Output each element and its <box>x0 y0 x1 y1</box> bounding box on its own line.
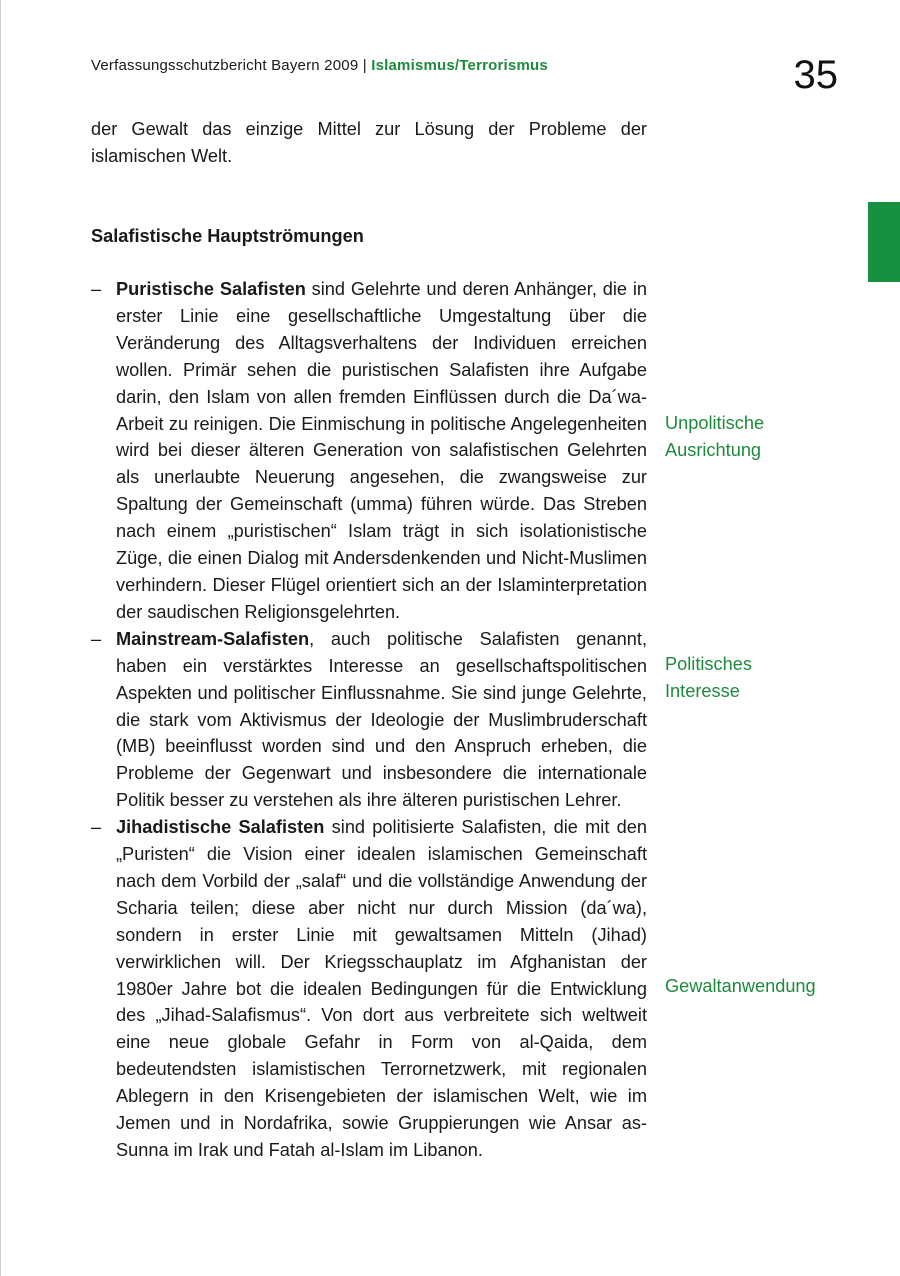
margin-note-line: Interesse <box>665 680 740 701</box>
margin-note-violence <box>665 973 865 1000</box>
page-edge-rule <box>0 0 1 1276</box>
margin-note-unpolitical <box>665 410 865 464</box>
list-item-term: Jihadistische Salafisten <box>116 817 325 838</box>
margin-note-line: Unpolitische <box>665 413 765 433</box>
list-item-term: Mainstream <box>116 628 218 649</box>
margin-note-line: Ausrichtung <box>665 439 762 460</box>
list-item-term-suffix: -Salafisten <box>217 628 310 649</box>
list-item-text: , auch politische Salafisten genannt, haben ein verstärktes Interesse an gesellschaftspolitischen Aspekten und politischer Einflussnahme. Sie sind junge Gelehrte, die stark vom Aktivismus der Ideologie der Muslimbruderschaft (MB) beeinflusst worden sind und den Anspruch erheben, die Probleme der Gegenwart und insbesondere die internationale Politik besser zu verstehen als ihre älteren puristischen Lehrer. <box>116 628 647 811</box>
list-dash: – <box>91 817 102 838</box>
header-separator: | <box>362 57 367 74</box>
running-header <box>91 57 548 74</box>
margin-note-political <box>665 651 865 705</box>
section-title: Islamismus/Terrorismus <box>371 57 548 74</box>
list-item <box>91 814 647 1164</box>
intro-text: der Gewalt das einzige Mittel zur Lösung der Probleme der islamischen Welt. <box>91 119 647 166</box>
salafist-currents-list <box>91 276 647 1164</box>
list-dash: – <box>91 279 102 299</box>
section-thumb-tab <box>868 202 900 282</box>
list-dash: – <box>91 628 102 649</box>
subheading: Salafistische Hauptströmungen <box>91 226 364 246</box>
list-item-text: sind Gelehrte und deren Anhänger, die in erster Linie eine gesellschaftliche Umgestaltung über die Veränderung des Alltagsverhaltens der Individuen erreichen wollen. Primär sehen die puristischen Salafisten ihre Aufgabe darin, den Islam von allen fremden Einflüssen durch die Da´wa-Arbeit zu reinigen. Die Einmischung in politische Angelegenheiten wird bei dieser älteren Generation von salafistischen Gelehrten als unerlaubte Neuerung angesehen, die zwangsweise zur Spaltung der Gemeinschaft (umma) führen würde. Das Streben nach einem „puristischen“ Islam trägt in sich isolationistische Züge, die einen Dialog mit Andersdenkenden und Nicht-Muslimen verhindern. Dieser Flügel orientiert sich an der Islaminterpretation der saudischen Religionsgelehrten. <box>116 279 647 622</box>
intro-paragraph <box>91 116 647 170</box>
report-title: Verfassungsschutzbericht Bayern 2009 <box>91 57 359 74</box>
list-item <box>91 626 647 814</box>
margin-note-line: Gewaltanwendung <box>665 976 816 996</box>
margin-note-line: Politisches <box>665 654 752 674</box>
page-number: 35 <box>793 53 838 97</box>
list-item-term: Puristische Salafisten <box>116 279 306 299</box>
list-item-text: sind politisierte Salafisten, die mit den „Puristen“ die Vision einer idealen islamischen Gemeinschaft nach dem Vorbild der „salaf“ und die vollständige Anwendung der Scharia teilen; diese aber nicht nur durch Mission (da´wa), sondern in erster Linie mit gewaltsamen Mitteln (Jihad) verwirklichen will. Der Kriegsschauplatz im Afghanistan der 1980er Jahre bot die idealen Bedingungen für die Entwicklung des „Jihad-Salafismus“. Von dort aus verbreitete sich weltweit eine neue globale Gefahr in Form von al-Qaida, dem bedeutendsten islamistischen Terrornetzwerk, mit regionalen Ablegern in den Krisengebieten der islamischen Welt, wie im Jemen und in Nordafrika, sowie Gruppierungen wie Ansar as-Sunna im Irak und Fatah al-Islam im Libanon. <box>116 817 647 1160</box>
list-item <box>91 276 647 626</box>
